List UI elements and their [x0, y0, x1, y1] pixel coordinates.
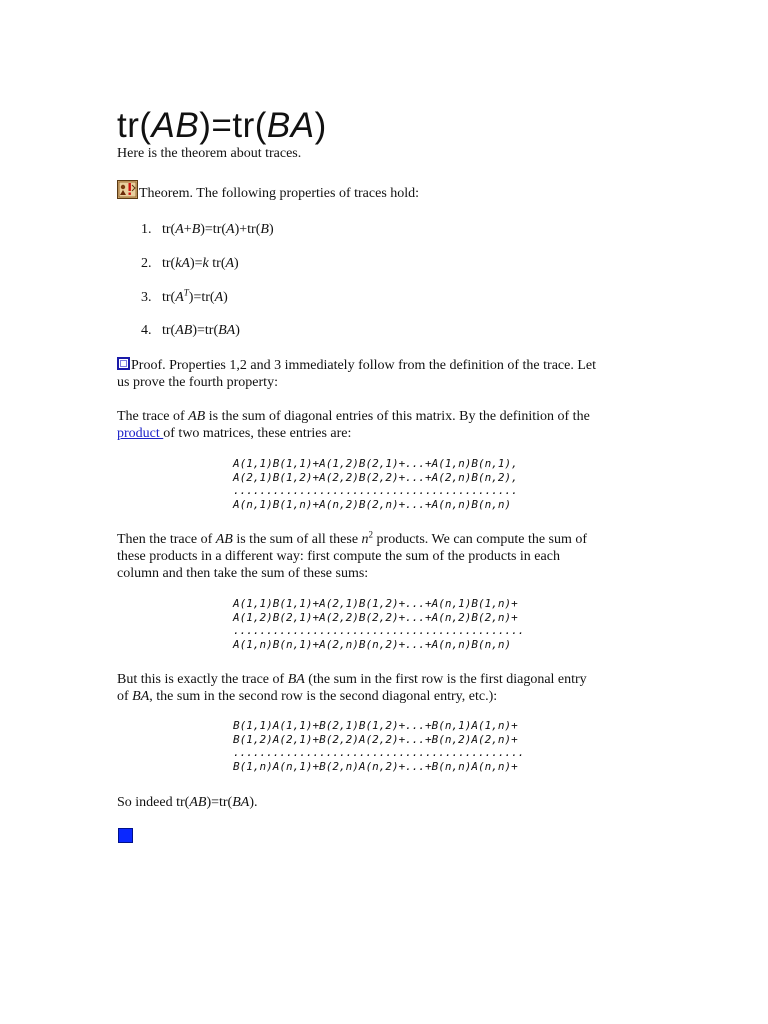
theorem-statement [117, 180, 652, 202]
qed-icon [118, 828, 133, 843]
proof-paragraph: Proof. Properties 1,2 and 3 immediately follow from the definition of the trace. Let us prove the fourth property: [117, 358, 596, 390]
sum-paragraph: Then the trace of AB is the sum of all these $n^2$ products. We can compute the sum of these products in a different way: first compute the sum of the products in each column and then take the sum of these sums: [117, 529, 588, 581]
list-item: 1. tr(A+B)=tr(A)+tr(B) [141, 222, 274, 237]
list-item: 4. tr(AB)=tr(BA) [141, 323, 240, 338]
product-link[interactable]: product [117, 426, 164, 441]
matrix-entries-block: A(1,1)B(1,1)+A(1,2)B(2,1)+...+A(1,n)B(n,1), A(2,1)B(1,2)+A(2,2)B(2,2)+...+A(2,n)B(n,2), ........................................... A(n,1)B(1,n)+A(n,2)B(2,n)+...+A(n,n)B(n,n) [233, 457, 518, 512]
theorem-icon[interactable] [117, 180, 138, 199]
theorem-text: Theorem. The following properties of traces hold: [139, 186, 420, 201]
list-item: 3. $tr(A^T)=tr(A)$ [141, 287, 228, 305]
ba-paragraph: But this is exactly the trace of BA (the sum in the first row is the first diagonal entry of BA, the sum in the second row is the second diagonal entry, etc.): [117, 672, 587, 704]
list-item: 2. tr(kA)=k tr(A) [141, 256, 239, 271]
proof-icon[interactable] [117, 357, 130, 370]
ba-entries-block: B(1,1)A(1,1)+B(2,1)B(1,2)+...+B(n,1)A(1,n)+ B(1,2)A(2,1)+B(2,2)A(2,2)+...+B(n,2)A(2,n)+ ............................................ B(1,n)A(n,1)+B(2,n)A(n,2)+...+B(n,n)A(n,n)+ [233, 719, 525, 774]
intro-text: Here is the theorem about traces. [117, 146, 302, 161]
column-sums-block: A(1,1)B(1,1)+A(2,1)B(1,2)+...+A(n,1)B(1,n)+ A(1,2)B(2,1)+A(2,2)B(2,2)+...+A(n,2)B(2,n)+ ............................................ A(1,n)B(n,1)+A(2,n)B(n,2)+...+A(n,n)B(n,n) [233, 597, 525, 652]
conclusion-text: So indeed tr(AB)=tr(BA). [117, 795, 258, 810]
trace-paragraph: The trace of AB is the sum of diagonal entries of this matrix. By the definition of the product of two matrices, these entries are: [117, 409, 590, 441]
page-title: tr(AB)=tr(BA) [117, 106, 327, 145]
